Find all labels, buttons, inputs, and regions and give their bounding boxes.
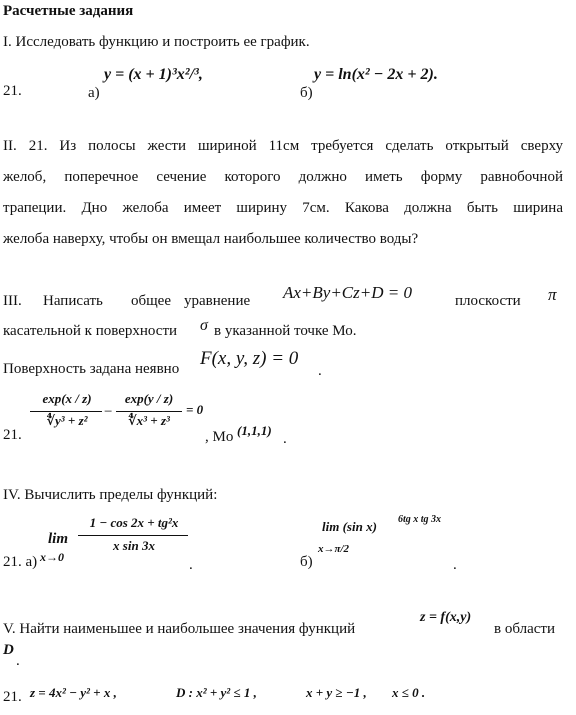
section-3-line-2a: касательной к поверхности xyxy=(3,323,178,339)
fraction-1-denominator: ∜y³ + z² xyxy=(46,413,88,428)
section-5-number: 21. xyxy=(3,689,22,705)
section-3-word-2: Написать xyxy=(43,293,103,309)
point-end: . xyxy=(283,431,287,447)
fraction-2-numerator: exp(y / z) xyxy=(124,391,174,406)
section-3-word-3: общее xyxy=(131,293,171,309)
section-2-line-2: желоб, поперечное сечение которого должно иметь форму равнобочной xyxy=(3,169,563,185)
page-title: Расчетные задания xyxy=(3,3,134,19)
constraint-1: x + y ≥ −1 , xyxy=(306,685,367,700)
limit-b-exponent: 6tg x tg 3x xyxy=(398,514,442,525)
section-3-line-2b: в указанной точке Мо. xyxy=(214,323,357,339)
section-2-line-4: желоба наверху, чтобы он вмещал наибольшее количество воды? xyxy=(3,231,419,247)
z-formula: z = 4x² − y² + x , xyxy=(30,685,117,700)
section-1-b-label: б) xyxy=(300,85,313,101)
domain-letter: D xyxy=(3,642,14,658)
section-4-heading: IV. Вычислить пределы функций: xyxy=(3,487,218,503)
section-4-number: 21. а) xyxy=(3,554,38,570)
pi-symbol: π xyxy=(548,285,557,304)
section-3-word-4: уравнение xyxy=(184,293,251,309)
section-1-a-formula: y = (x + 1)³x²/³, xyxy=(104,66,203,83)
limit-b-subscript: x→π/2 xyxy=(318,543,350,555)
point-coordinates: (1,1,1) xyxy=(237,423,272,438)
section-1-b-formula: y = ln(x² − 2x + 2). xyxy=(314,66,438,83)
plane-equation: Ax+By+Cz+D = 0 xyxy=(283,283,412,302)
fraction-2-bar xyxy=(116,411,182,412)
limit-a-end: . xyxy=(189,557,193,573)
fraction-2-denominator: ∜x³ + z³ xyxy=(128,413,170,428)
sigma-symbol: σ xyxy=(200,317,208,334)
section-3-number: 21. xyxy=(3,427,22,443)
equals-zero: = 0 xyxy=(186,402,204,417)
section-1-a-label: а) xyxy=(88,85,100,101)
section-2-line-3: трапеции. Дно желоба имеет ширину 7см. Какова должна быть ширина xyxy=(3,200,563,216)
limit-a: lim xyxy=(48,531,69,547)
limit-a-subscript: x→0 xyxy=(40,550,64,564)
fraction-1-bar xyxy=(30,411,102,412)
limit-a-denominator: x sin 3x xyxy=(113,538,155,553)
limit-b: lim (sin x) xyxy=(322,519,377,534)
section-1-number: 21. xyxy=(3,83,22,99)
point-label: , Mo xyxy=(205,429,234,445)
section-5-line-1: V. Найти наименьшее и наибольшее значения функций xyxy=(3,621,356,637)
domain-letter-end: . xyxy=(16,653,20,669)
function-zf: z = f(x,y) xyxy=(420,610,472,625)
section-3-word-1: III. xyxy=(3,293,22,309)
limit-a-numerator: 1 − cos 2x + tg²x xyxy=(89,515,179,530)
section-3-word-5: плоскости xyxy=(455,293,521,309)
section-4-b-label: б) xyxy=(300,554,313,570)
section-2-line-1: II. 21. Из полосы жести шириной 11см требуется сделать открытый сверху xyxy=(3,138,563,154)
domain-formula: D : x² + y² ≤ 1 , xyxy=(176,685,257,700)
fraction-1-numerator: exp(x / z) xyxy=(42,391,92,406)
implicit-formula: F(x, y, z) = 0 xyxy=(200,348,299,369)
limit-a-bar xyxy=(78,535,188,536)
limit-b-end: . xyxy=(453,557,457,573)
implicit-end: . xyxy=(318,363,322,379)
section-5-line-1-end: в области xyxy=(494,621,555,637)
constraint-2: x ≤ 0 . xyxy=(392,685,426,700)
fraction-minus: − xyxy=(104,404,113,420)
section-1-heading: I. Исследовать функцию и построить ее график. xyxy=(3,34,310,50)
implicit-text: Поверхность задана неявно xyxy=(3,361,180,377)
